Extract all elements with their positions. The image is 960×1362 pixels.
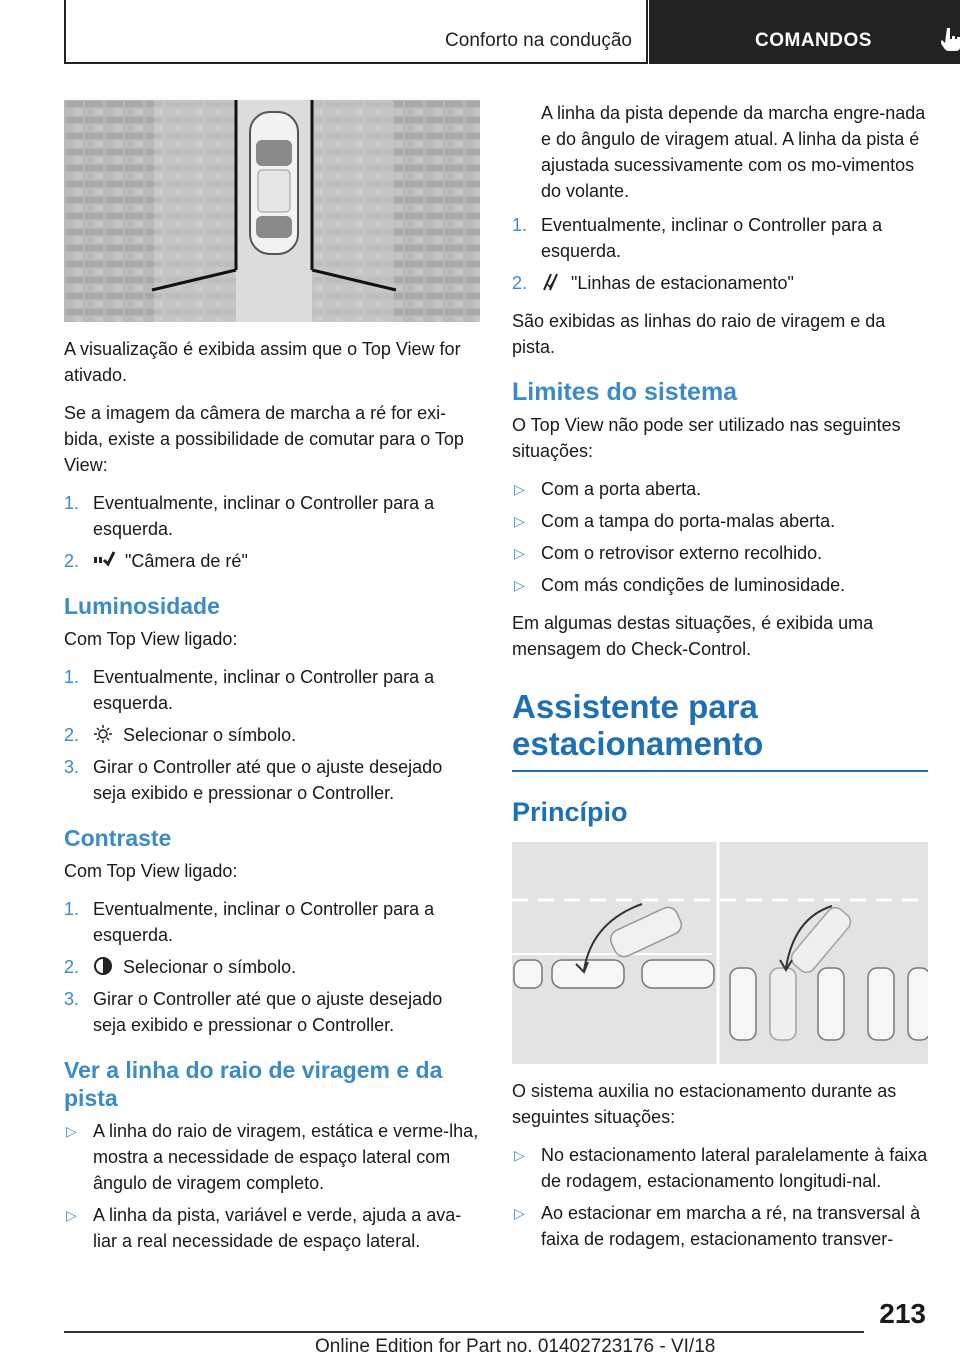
- step-number: 3.: [64, 757, 80, 777]
- triangle-bullet-icon: ▷: [514, 545, 525, 561]
- step-text: Eventualmente, inclinar o Controller para a esquerda.: [93, 493, 435, 539]
- left-column: [64, 100, 480, 1266]
- step-number: 2.: [512, 273, 528, 293]
- triangle-bullet-icon: ▷: [514, 481, 525, 497]
- step-number: 2.: [64, 957, 80, 977]
- list-item: [64, 664, 480, 716]
- list-item: [64, 548, 480, 574]
- list-item: [64, 1118, 480, 1196]
- steps-list: [64, 664, 480, 806]
- list-item: [512, 572, 928, 598]
- bullet-text: Ao estacionar em marcha a ré, na transversal à faixa de rodagem, estacionamento transver-: [541, 1203, 921, 1249]
- bullet-text: Com a tampa do porta-malas aberta.: [541, 511, 836, 531]
- bullet-text: A linha da pista, variável e verde, ajuda a ava-liar a real necessidade de espaço lateral.: [93, 1205, 462, 1251]
- list-item: [512, 212, 928, 264]
- paragraph: São exibidas as linhas do raio de viragem e da pista.: [512, 311, 886, 357]
- paragraph: Em algumas destas situações, é exibida uma mensagem do Check-Control.: [512, 613, 874, 659]
- list-item: [64, 986, 480, 1038]
- list-item: [512, 1142, 928, 1194]
- parking-lines-icon: [541, 272, 561, 292]
- triangle-bullet-icon: ▷: [514, 577, 525, 593]
- step-text: "Linhas de estacionamento": [571, 273, 794, 293]
- list-item: [512, 270, 928, 296]
- triangle-bullet-icon: ▷: [66, 1207, 77, 1223]
- paragraph: O sistema auxilia no estacionamento durante as seguintes situações:: [512, 1081, 897, 1127]
- heading-luminosidade: Luminosidade: [64, 593, 220, 619]
- contrast-icon: [93, 956, 113, 976]
- step-number: 1.: [64, 667, 80, 687]
- paragraph: Se a imagem da câmera de marcha a ré for exi-bida, existe a possibilidade de comutar para o Top View:: [64, 403, 464, 475]
- paragraph: O Top View não pode ser utilizado nas seguintes situações:: [512, 415, 901, 461]
- step-text: Eventualmente, inclinar o Controller para a esquerda.: [541, 215, 883, 261]
- list-item: [64, 896, 480, 948]
- footer: [315, 1336, 715, 1358]
- sun-brightness-icon: [93, 724, 113, 744]
- right-column: [512, 100, 928, 1264]
- heading-system-limits: Limites do sistema: [512, 378, 738, 406]
- steps-list: [64, 490, 480, 574]
- header-section-box: [64, 0, 648, 64]
- step-number: 3.: [64, 989, 80, 1009]
- list-item: [64, 490, 480, 542]
- paragraph: Com Top View ligado:: [64, 629, 238, 649]
- heading-turning-lines: Ver a linha do raio de viragem e da pista: [64, 1057, 443, 1111]
- steps-list: [64, 896, 480, 1038]
- header-section-title: Conforto na condução: [445, 30, 632, 51]
- bullet-list: [512, 476, 928, 598]
- footer-divider: [64, 1331, 864, 1333]
- page-header: [64, 0, 960, 64]
- heading-principle: Princípio: [512, 797, 628, 827]
- bullet-text: Com más condições de luminosidade.: [541, 575, 846, 595]
- step-number: 1.: [512, 215, 528, 235]
- heading-parking-assistant: Assistente para estacionamento: [512, 688, 928, 772]
- step-number: 1.: [64, 493, 80, 513]
- triangle-bullet-icon: ▷: [514, 513, 525, 529]
- step-number: 2.: [64, 551, 80, 571]
- bullet-text: A linha da pista depende da marcha engre-nada e do ângulo de viragem atual. A linha da pista é ajustada sucessivamente com os mo-vimentos do volante.: [541, 103, 926, 201]
- step-text: Eventualmente, inclinar o Controller para a esquerda.: [93, 899, 435, 945]
- list-item: [512, 540, 928, 566]
- bullet-text: Com o retrovisor externo recolhido.: [541, 543, 823, 563]
- list-item: [64, 954, 480, 980]
- list-item: [64, 722, 480, 748]
- list-item: [512, 508, 928, 534]
- step-number: 1.: [64, 899, 80, 919]
- list-item: [512, 1200, 928, 1252]
- bullet-list: [512, 1142, 928, 1252]
- bullet-list-continued: [512, 100, 928, 204]
- triangle-bullet-icon: ▷: [66, 1123, 77, 1139]
- step-text: Girar o Controller até que o ajuste desejado seja exibido e pressionar o Controller.: [93, 989, 443, 1035]
- step-text: Selecionar o símbolo.: [123, 725, 297, 745]
- heading-contraste: Contraste: [64, 825, 172, 851]
- list-item: [512, 100, 928, 204]
- list-item: [64, 754, 480, 806]
- top-view-figure: [64, 100, 480, 322]
- bullet-list: [64, 1118, 480, 1254]
- step-text: Selecionar o símbolo.: [123, 957, 297, 977]
- header-chapter-title: COMANDOS: [755, 30, 872, 51]
- parking-assistant-figure: [512, 842, 928, 1064]
- bullet-text: No estacionamento lateral paralelamente à faixa de rodagem, estacionamento longitudi-nal.: [541, 1145, 928, 1191]
- step-text: "Câmera de ré": [125, 551, 248, 571]
- step-text: Girar o Controller até que o ajuste desejado seja exibido e pressionar o Controller.: [93, 757, 443, 803]
- header-chapter-box: [649, 0, 960, 64]
- steps-list: [512, 212, 928, 296]
- rear-camera-icon: [93, 550, 115, 570]
- bullet-text: Com a porta aberta.: [541, 479, 702, 499]
- hand-pointer-icon: [941, 26, 960, 52]
- bullet-text: A linha do raio de viragem, estática e verme-lha, mostra a necessidade de espaço lateral com ângulo de viragem completo.: [93, 1121, 479, 1193]
- triangle-bullet-icon: ▷: [514, 1147, 525, 1163]
- list-item: [64, 1202, 480, 1254]
- list-item: [512, 476, 928, 502]
- footer-edition: Online Edition for Part no. 01402723176 - VI/18: [315, 1336, 716, 1357]
- paragraph: Com Top View ligado:: [64, 861, 238, 881]
- page-number: 213: [879, 1298, 926, 1329]
- step-number: 2.: [64, 725, 80, 745]
- paragraph: A visualização é exibida assim que o Top View for ativado.: [64, 339, 461, 385]
- triangle-bullet-icon: ▷: [514, 1205, 525, 1221]
- step-text: Eventualmente, inclinar o Controller para a esquerda.: [93, 667, 435, 713]
